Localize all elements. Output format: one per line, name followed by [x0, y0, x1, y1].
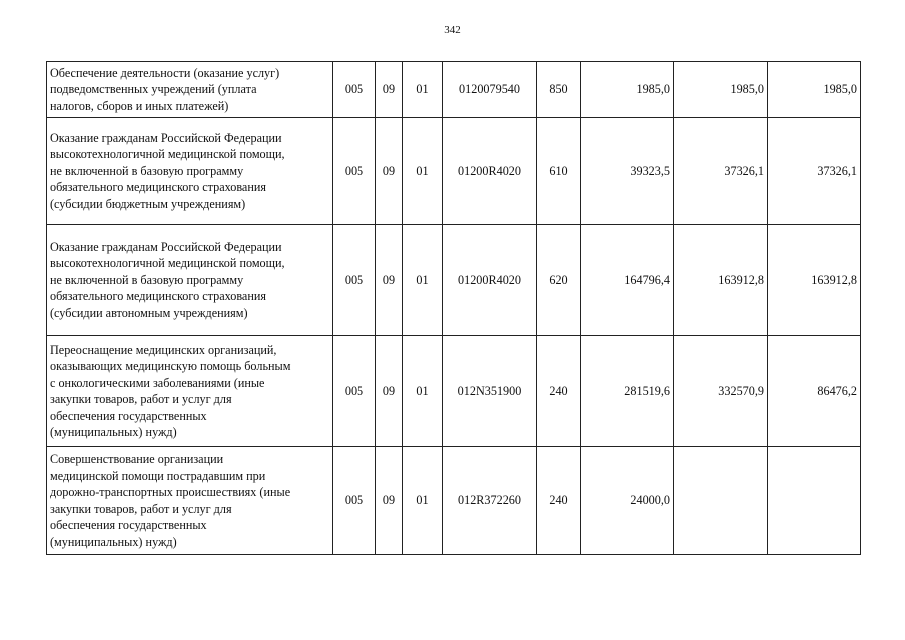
ministry-code: 005 [333, 118, 376, 225]
table-row [47, 336, 861, 447]
amount-year-1: 24000,0 [581, 447, 674, 555]
amount-year-2 [674, 447, 768, 555]
section-code: 09 [376, 447, 403, 555]
description-line: Переоснащение медицинских организаций, [50, 342, 277, 357]
amount-year-2: 163912,8 [674, 225, 768, 336]
amount-year-2: 1985,0 [674, 62, 768, 118]
expense-type-code: 850 [537, 62, 581, 118]
description-line: не включенной в базовую программу [50, 163, 244, 178]
ministry-code: 005 [333, 225, 376, 336]
description-line: (муниципальных) нужд) [50, 425, 177, 439]
table-row [47, 225, 861, 336]
expense-type-code: 240 [537, 336, 581, 447]
amount-year-3: 1985,0 [768, 62, 861, 118]
description-line: дорожно-транспортных происшествиях (иные [50, 485, 291, 499]
description-line: обеспечения государственных [50, 408, 207, 423]
subsection-code: 01 [403, 336, 443, 447]
description-line: закупки товаров, работ и услуг для [50, 501, 232, 516]
section-code: 09 [376, 225, 403, 336]
description-line: Обеспечение деятельности (оказание услуг) [50, 65, 280, 80]
amount-year-3 [768, 447, 861, 555]
row-description [47, 336, 333, 447]
amount-year-2: 332570,9 [674, 336, 768, 447]
description-line: Оказание гражданам Российской Федерации [50, 239, 282, 254]
description-line: налогов, сборов и иных платежей) [50, 98, 229, 113]
amount-year-2: 37326,1 [674, 118, 768, 225]
amount-year-1: 281519,6 [581, 336, 674, 447]
subsection-code: 01 [403, 118, 443, 225]
row-description [47, 447, 333, 555]
row-description [47, 225, 333, 336]
amount-year-3: 163912,8 [768, 225, 861, 336]
table-row [47, 62, 861, 118]
description-line: Оказание гражданам Российской Федерации [50, 130, 282, 145]
description-line: (субсидии автономным учреждениям) [50, 305, 248, 320]
target-article-code: 01200R4020 [443, 225, 537, 336]
description-line: обязательного медицинского страхования [50, 180, 266, 195]
ministry-code: 005 [333, 336, 376, 447]
description-line: закупки товаров, работ и услуг для [50, 392, 232, 406]
description-line: обеспечения государственных [50, 518, 207, 532]
table-row [47, 447, 861, 555]
subsection-code: 01 [403, 62, 443, 118]
expense-type-code: 610 [537, 118, 581, 225]
amount-year-3: 37326,1 [768, 118, 861, 225]
description-line: (субсидии бюджетным учреждениям) [50, 196, 246, 211]
target-article-code: 012R372260 [443, 447, 537, 555]
subsection-code: 01 [403, 225, 443, 336]
description-line: Совершенствование организации [50, 452, 224, 466]
description-line: медицинской помощи пострадавшим при [50, 468, 266, 483]
description-line: высокотехнологичной медицинской помощи, [50, 147, 285, 162]
row-description [47, 62, 333, 118]
description-line: подведомственных учреждений (уплата [50, 82, 257, 97]
amount-year-1: 1985,0 [581, 62, 674, 118]
table-row [47, 118, 861, 225]
amount-year-1: 39323,5 [581, 118, 674, 225]
description-line: высокотехнологичной медицинской помощи, [50, 256, 285, 271]
amount-year-1: 164796,4 [581, 225, 674, 336]
description-line: обязательного медицинского страхования [50, 289, 266, 304]
section-code: 09 [376, 62, 403, 118]
description-line: с онкологическими заболеваниями (иные [50, 375, 265, 390]
description-line: не включенной в базовую программу [50, 272, 244, 287]
target-article-code: 0120079540 [443, 62, 537, 118]
target-article-code: 012N351900 [443, 336, 537, 447]
target-article-code: 01200R4020 [443, 118, 537, 225]
description-line: оказывающих медицинскую помощь больным [50, 359, 291, 373]
description-line: (муниципальных) нужд) [50, 534, 177, 549]
amount-year-3: 86476,2 [768, 336, 861, 447]
budget-table [46, 61, 861, 555]
section-code: 09 [376, 118, 403, 225]
section-code: 09 [376, 336, 403, 447]
row-description [47, 118, 333, 225]
ministry-code: 005 [333, 447, 376, 555]
expense-type-code: 620 [537, 225, 581, 336]
subsection-code: 01 [403, 447, 443, 555]
ministry-code: 005 [333, 62, 376, 118]
page-number: 342 [444, 24, 461, 36]
expense-type-code: 240 [537, 447, 581, 555]
